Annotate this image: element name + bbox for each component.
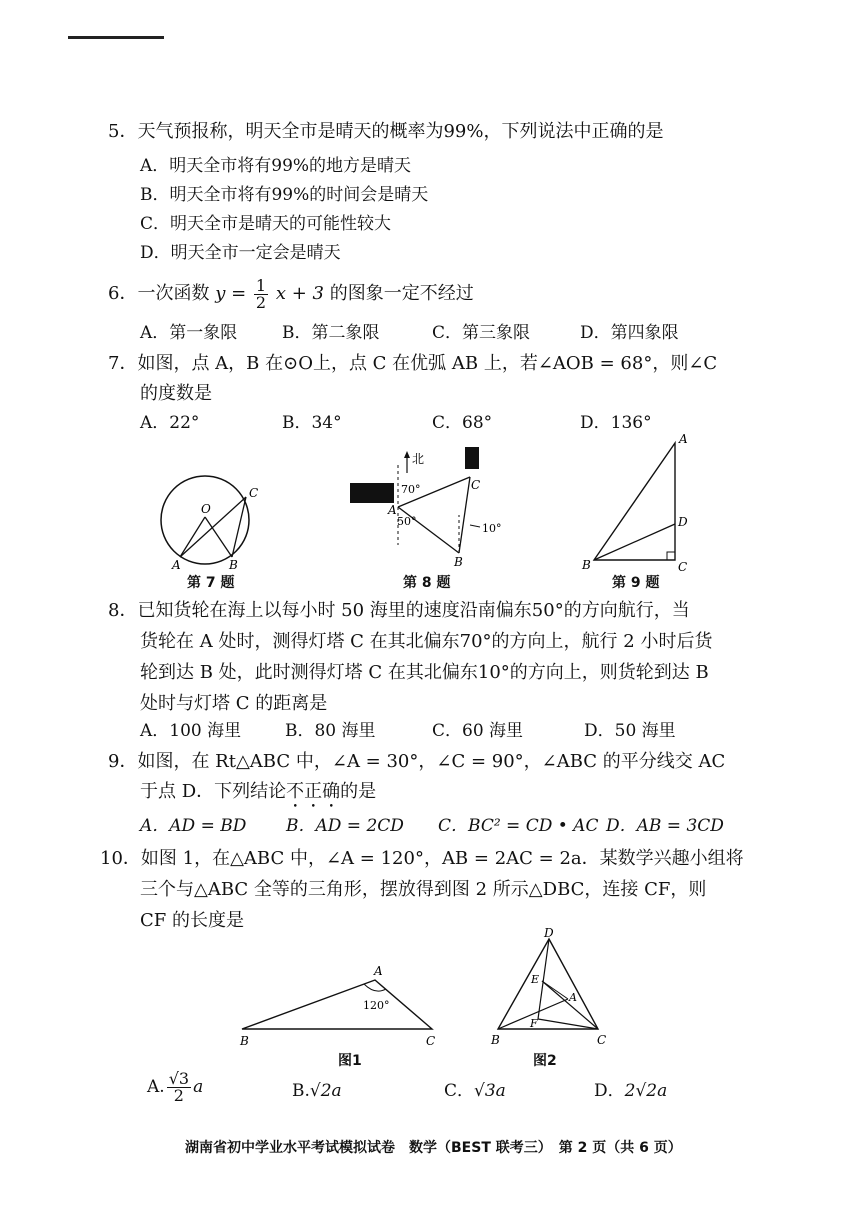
q9-line2-emphasis: 不正确: [286, 781, 341, 802]
q10-option-d-label: D．: [594, 1081, 625, 1101]
q10-option-a-fraction: [167, 1071, 191, 1104]
fig1-triangle: [242, 980, 432, 1029]
q6-tail: x + 3: [275, 283, 324, 304]
fig7-line-ac: [180, 497, 246, 557]
fig9-label-d: D: [678, 515, 688, 529]
fig8-label-10: 10°: [482, 522, 502, 535]
page-footer: 湖南省初中学业水平考试模拟试卷 数学（BEST 联考三） 第 2 页（共 6 页）: [185, 1140, 682, 1156]
figures-row: [0, 425, 860, 595]
q6-option-a: A．第一象限: [140, 323, 238, 343]
q9-option-d: D．AB = 3CD: [606, 816, 724, 836]
figure-8: [350, 447, 502, 569]
fig2-label-b: B: [491, 1033, 500, 1047]
q10-option-b-label: B.: [292, 1081, 310, 1101]
q10-option-d-value: 2√2a: [624, 1081, 668, 1101]
fig8-north-arrowhead: [404, 451, 410, 458]
fig9-label-b: B: [582, 558, 591, 572]
fig2-label-d: D: [544, 926, 554, 940]
q7-option-a: A．22°: [140, 413, 200, 433]
fig8-lighthouse-block: [465, 447, 479, 469]
fig9-label-a: A: [679, 432, 688, 446]
q8-line2: 货轮在 A 处时，测得灯塔 C 在其北偏东70°的方向上，航行 2 小时后货: [140, 631, 713, 652]
q8-line4: 处时与灯塔 C 的距离是: [140, 693, 328, 714]
q6-frac-den: 2: [255, 292, 267, 312]
fig8-label-north: 北: [412, 452, 425, 466]
fig7-label-o: O: [201, 502, 211, 516]
fig1-label-b: B: [240, 1034, 249, 1048]
fig9-label-c: C: [678, 560, 688, 574]
q10-option-a-label: A.: [147, 1077, 165, 1097]
q10-figure-2: [490, 926, 606, 1047]
q7-line1: 7．如图，点 A，B 在⊙O上，点 C 在优弧 AB 上，若∠AOB = 68°，则∠C: [108, 353, 718, 374]
q7-option-d: D．136°: [580, 413, 652, 433]
q6-option-c: C．第三象限: [432, 323, 531, 343]
q10-option-b-value: √2a: [309, 1081, 342, 1101]
fig2-label-c: C: [597, 1033, 607, 1047]
scan-mark: [68, 36, 164, 39]
fig7-label-c: C: [249, 486, 259, 500]
q10-option-a-tail: a: [193, 1077, 204, 1097]
fig2-line-ce: [542, 981, 598, 1029]
fig7-label-b: B: [229, 558, 238, 572]
fig8-label-c: C: [471, 478, 481, 492]
q9-option-b: B．AD = 2CD: [286, 816, 404, 836]
q8-line3: 轮到达 B 处，此时测得灯塔 C 在其北偏东10°的方向上，则货轮到达 B: [140, 662, 709, 683]
q6-fraction: [254, 275, 268, 312]
fig1-label-a: A: [374, 964, 383, 978]
q8-option-d: D．50 海里: [584, 721, 676, 741]
q6-y-eq: y =: [215, 283, 247, 304]
fig2-line-ea: [542, 981, 568, 999]
q9-line2-post: 的是: [340, 781, 377, 802]
q10-option-c: [444, 1078, 506, 1104]
q6-stem-pre: 6．一次函数: [108, 283, 210, 304]
fig8-label-70: 70°: [401, 483, 421, 496]
figure-7: [161, 476, 258, 572]
fig2-label-a: A: [569, 991, 577, 1004]
q7-option-c: C．68°: [432, 413, 493, 433]
q6-stem-post: 的图象一定不经过: [329, 283, 474, 304]
fig1-angle-arc: [364, 984, 386, 991]
q10-option-a-den: 2: [173, 1086, 184, 1105]
fig8-line-bc: [459, 477, 470, 553]
fig7-caption: 第 7 题: [187, 575, 235, 591]
fig8-label-a: A: [388, 503, 397, 517]
q10-option-d: [594, 1078, 667, 1104]
q9-line2: [140, 778, 376, 812]
q6-option-d: D．第四象限: [580, 323, 679, 343]
fig8-label-50: 50°: [397, 515, 417, 528]
q10-option-c-value: √3a: [474, 1081, 506, 1101]
q5-stem: 5．天气预报称，明天全市是晴天的概率为99%，下列说法中正确的是: [108, 121, 664, 142]
q8-line1: 8．已知货轮在海上以每小时 50 海里的速度沿南偏东50°的方向航行，当: [108, 600, 690, 621]
fig9-right-angle: [667, 552, 675, 560]
fig8-ship-block: [350, 483, 394, 503]
q9-option-a: A．AD = BD: [140, 816, 247, 836]
q7-line2: 的度数是: [140, 383, 212, 404]
q8-option-c: C．60 海里: [432, 721, 524, 741]
fig9-caption: 第 9 题: [612, 575, 660, 591]
q10-option-a: [147, 1064, 203, 1110]
q6-frac-num: 1: [255, 275, 267, 295]
q6-stem: [108, 274, 474, 314]
q9-option-c: C．BC² = CD • AC: [438, 816, 599, 836]
fig2-label-e: E: [531, 973, 540, 986]
fig2-line-df: [538, 939, 549, 1019]
fig7-line-ob: [205, 517, 232, 557]
q9-line2-pre: 于点 D．下列结论: [140, 781, 287, 802]
q10-fig1-caption: 图1: [338, 1053, 362, 1069]
fig1-label-c: C: [426, 1034, 436, 1048]
q8-option-a: A．100 海里: [140, 721, 242, 741]
q9-line1: 9．如图，在 Rt△ABC 中，∠A = 30°，∠C = 90°，∠ABC 的平分线交 AC: [108, 751, 726, 772]
figure-9: [581, 432, 688, 574]
q8-option-b: B．80 海里: [285, 721, 376, 741]
fig8-angle-pointer: [470, 525, 480, 527]
q10-figures: [0, 925, 860, 1065]
q10-figure-1: [239, 964, 435, 1048]
q5-option-b: B．明天全市将有99%的时间会是晴天: [140, 185, 429, 205]
q10-line1: 10．如图 1，在△ABC 中，∠A = 120°，AB = 2AC = 2a．某数学兴趣小组将: [100, 848, 744, 869]
fig2-label-f: F: [530, 1017, 538, 1030]
fig1-label-angle: 120°: [363, 999, 390, 1012]
q10-option-c-label: C．: [444, 1081, 475, 1101]
q10-line2: 三个与△ABC 全等的三角形，摆放得到图 2 所示△DBC，连接 CF，则: [140, 879, 707, 900]
q5-option-a: A．明天全市将有99%的地方是晴天: [140, 156, 412, 176]
fig8-line-ab: [398, 507, 459, 553]
q7-option-b: B．34°: [282, 413, 342, 433]
q5-option-d: D．明天全市一定会是晴天: [140, 243, 341, 263]
fig8-label-b: B: [454, 555, 463, 569]
q5-option-c: C．明天全市是晴天的可能性较大: [140, 214, 392, 234]
fig8-caption: 第 8 题: [403, 575, 451, 591]
fig7-label-a: A: [172, 558, 181, 572]
q10-option-a-num: √3: [168, 1069, 190, 1088]
q10-line3: CF 的长度是: [140, 910, 244, 931]
q10-fig2-caption: 图2: [533, 1053, 557, 1069]
q10-option-b: [292, 1078, 342, 1104]
q6-option-b: B．第二象限: [282, 323, 380, 343]
fig7-circle: [161, 476, 249, 564]
